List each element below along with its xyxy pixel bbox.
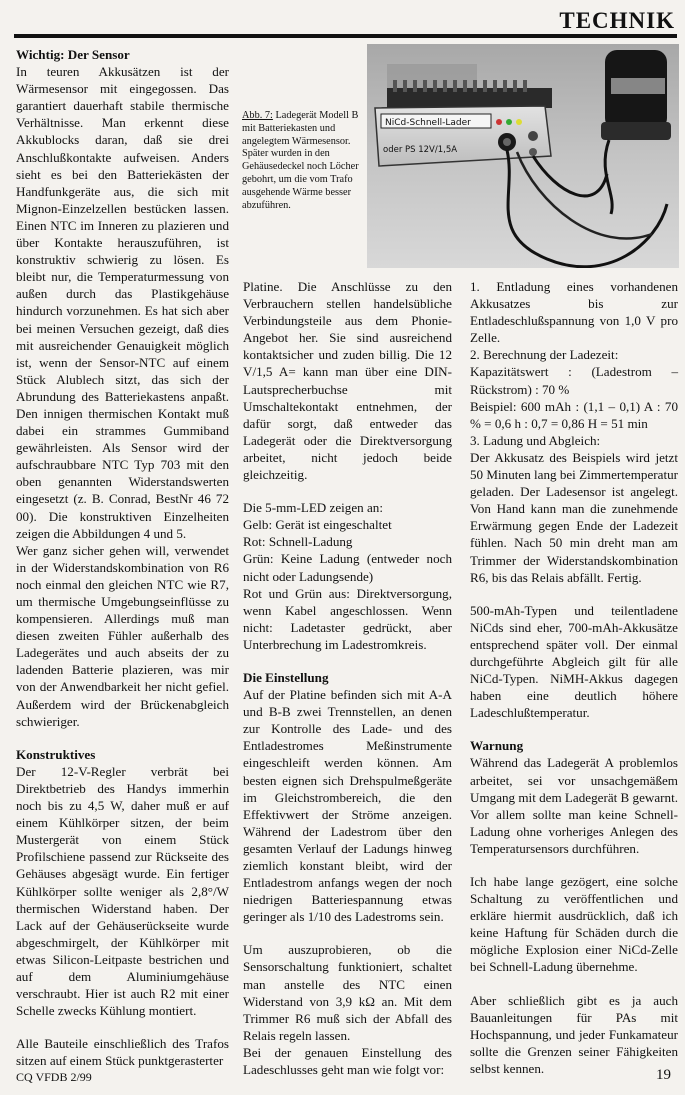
footer-publication: CQ VFDB 2/99 [16, 1070, 92, 1084]
led-green: Grün: Keine Ladung (entweder noch nicht oder Ladungsende) [243, 551, 452, 584]
page-number: 19 [656, 1067, 671, 1083]
paragraph: Wer ganz sicher gehen will, verwendet in der Widerstandskombination von R6 noch einmal den gleichen NTC wie R7, um thermische Umgebungseinflüsse zu kompensieren. Allerdings muß man diesen zweiten Fühler außerhalb des Ladegerätes und auch abseits der zu ladenden Batterie plazieren, was mir von der Anwendbarkeit her nicht gefiel. Außerdem wird der Brückenabgleich schwieriger. [16, 542, 229, 729]
heading-warnung: Warnung [470, 738, 524, 754]
figure-caption [242, 110, 372, 212]
caption-label: Abb. 7: [242, 110, 273, 121]
step-3-text: Der Akkusatz des Beispiels wird jetzt 50 Minuten lang bei Zimmertemperatur geladen. Der Ladesensor ist angelegt. Von Hand kann man die zunehmende Erwärmung gegen Ende der Ladezeit fühlen. Nach 50 min dreht man am Trimmer der Widerstandskombination R6, bis das Relais abfällt. Fertig. [470, 449, 678, 585]
column-2 [243, 278, 452, 1078]
led-red: Rot: Schnell-Ladung [243, 534, 353, 550]
heading-konstruktives: Konstruktives [16, 746, 96, 762]
caption-text: Ladegerät Modell B mit Batteriekasten und angelegtem Wärmesensor. Später wurden in den Gehäusedeckel noch Löcher gebohrt, um die vom Trafo ausgehende Wärme besser abzuführen. [242, 110, 359, 211]
device-label: NiCd-Schnell-Lader [385, 118, 471, 128]
heading-sensor: Wichtig: Der Sensor [16, 47, 130, 62]
paragraph: Während das Ladegerät A problemlos arbeitet, sei vor unsachgemäßem Umgang mit dem Ladegerät B gewarnt. Vor allem sollte man keine Schnell-Ladung ohne vorheriges Anlegen des Temperatursensors durchführen. [470, 755, 678, 856]
step-2: 2. Berechnung der Ladezeit: [470, 347, 619, 363]
column-3 [470, 278, 678, 1077]
section-title: TECHNIK [559, 8, 675, 33]
step-2-formula: Kapazitätswert : (Ladestrom – Rückstrom) : 70 % [470, 364, 678, 397]
paragraph: Ich habe lange gezögert, eine solche Schaltung zu veröffentlichen und erkläre hiermit ausdrücklich, daß ich keine Haftung für Schäden durch die mögliche Explosion einer NiCd-Zelle bei Schnell-Ladung übernehme. [470, 874, 678, 975]
heading-einstellung: Die Einstellung [243, 669, 329, 685]
paragraph: In teuren Akkusätzen ist der Wärmesensor mit eingegossen. Das garantiert dauerhaft stabile thermische Verhältnisse. Man erkennt diese Akkublocks daran, daß sie drei Anschlußkontakte aufweisen. Anders sieht es bei den Batteriekästen der Handfunkgeräte aus, die sich mit Mignon-Einzelzellen bestücken lassen. Einen NTC im Inneren zu plazieren und über Kontakte herauszuführen, ist konstruktiv schwierig zu lösen. Es bleibt nur, die Temperaturmessung von außen durch das Plastikgehäuse hindurch vorzunehmen. Es hat sich aber bei meinen Versuchen gezeigt, daß dies mit ausreichender Genauigkeit möglich ist, wenn der Sensor-NTC auf einem Stück Alublech sitzt, das sich der Abrundung des Batteriekastens anpaßt. Den innigen thermischen Kontakt muß dabei ein strammes Gummiband gewährleisten. Als Sensor wird der aufschraubbare NTC Typ 703 mit den oben genannten Widerstandswerten eingesetzt (z. B. Conrad, BestNr 46 72 00). Die konstruktiven Einzelheiten zeigen die Abbildungen 4 und 5. [16, 64, 229, 541]
paragraph: Bei der genauen Einstellung des Ladeschlusses geht man wie folgt vor: [243, 1044, 452, 1078]
step-2-example: Beispiel: 600 mAh : (1,1 – 0,1) A : 70 % = 0,6 h : 0,7 = 0,86 H = 51 min [470, 398, 678, 431]
header-rule [14, 34, 677, 38]
paragraph: Platine. Die Anschlüsse zu den Verbrauchern stellen handelsübliche Verbindungsteile aus dem Phonie-Angebot her. Sie sind ausreichend kontaktsicher und zuden billig. Die 12 V/1,5 A= kann man über eine DIN-Lautsprecherbuchse mit Umschaltekontakt entnehmen, der dafür sorgt, daß entweder das Ladegerät oder die Direktversorgung arbeitet, nicht jedoch beide gleichzeitig. [243, 279, 452, 483]
led-red-green-off: Rot und Grün aus: Direktversorgung, wenn Kabel angeschlossen. Wenn nicht: Ladetaster gedrückt, aber Unterbrechung im Ladestromkreis. [243, 585, 452, 652]
paragraph: Um auszuprobieren, ob die Sensorschaltung funktioniert, schaltet man anstelle des NTC einen Widerstand von 3,9 kΩ an. Mit dem Trimmer R6 muß sich der Abfall des Relais regeln lassen. [243, 942, 452, 1043]
paragraph: Auf der Platine befinden sich mit A-A und B-B zwei Trennstellen, an denen zur Kontrolle des Lade- und des Entladestromes Meßinstrumente eingeschleift werden können. Am besten eignen sich Drehspulmeßgeräte im Gleichstrombereich, die den Effektivwert der Ströme anzeigen. Während der Ladestrom über den gesamten Verlauf der Ladungs hinweg ziemlich konstant bleibt, wird der Entladestrom anfangs wegen der noch niedrigen Batteriespannung etwas geringer als 1/10 des Ladestroms sein. [243, 687, 452, 925]
step-1: 1. Entladung eines vorhandenen Akkusatzes bis zur Entladeschlußspannung von 1,0 V pro Zelle. [470, 279, 678, 346]
paragraph: 500-mAh-Typen und teilentladene NiCds sind eher, 700-mAh-Akkusätze entsprechend später voll. Der einmal durchgeführte Abgleich gilt für alle NiCd-Typen. NiMH-Akkus dagegen haben eine deutlich höhere Ladeschlußtemperatur. [470, 602, 678, 721]
charger-photo-image [367, 44, 679, 268]
column-1 [16, 46, 229, 1069]
paragraph: Alle Bauteile einschließlich des Trafos sitzen auf einem Stück punktgerasterter [16, 1036, 229, 1069]
led-yellow: Gelb: Gerät ist eingeschaltet [243, 517, 392, 533]
step-3: 3. Ladung und Abgleich: [470, 432, 601, 448]
device-sublabel: oder PS 12V/1,5A [383, 145, 458, 155]
paragraph: Der 12-V-Regler verbrät bei Direktbetrieb des Handys immerhin noch bis zu 4,5 W, daher muß er auf einem Kühlkörper sitzen, der beim Mustergerät von einem Stück Profilschiene passend zur Rückseite des Gehäuses abgesägt wurde. Ein fertiger Kühlkörper sollte weniger als 2,8°/W thermischen Widerstand haben. Der Lack auf der Gehäuserückseite wurde abgeschmirgelt, der Kühlkörper mit etwas Silicon-Leitpaste bestrichen und auf dem Aluminiumgehäuse verschraubt. Hier ist auch R2 mit einer Schelle zwecks Kühlung montiert. [16, 763, 229, 1019]
figure-photo [367, 44, 679, 268]
paragraph: Aber schließlich gibt es ja auch Bauanleitungen für PAs mit Hochspannung, und jeder Funkamateur sollte die Grenzen seiner Fähigkeiten selbst kennen. [470, 992, 678, 1076]
led-intro: Die 5-mm-LED zeigen an: [243, 500, 383, 516]
